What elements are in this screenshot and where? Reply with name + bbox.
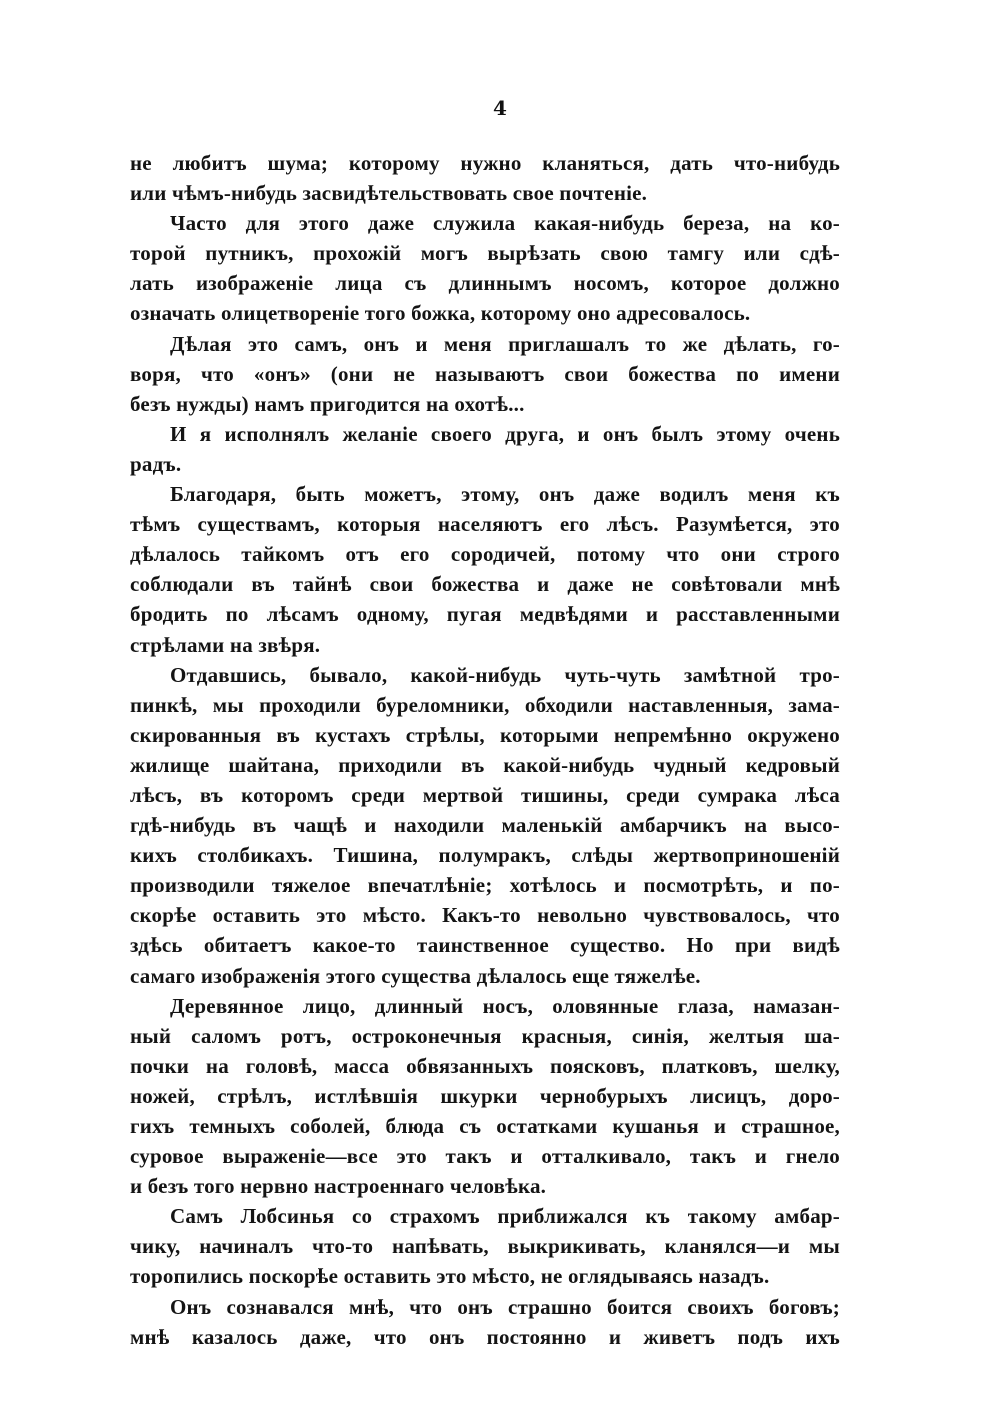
text-line: самаго изображенiя этого существа дѣлалось еще тяжелѣе. <box>130 963 701 988</box>
text-line: торопились поскорѣе оставить это мѣсто, не оглядываясь назадъ. <box>130 1264 770 1289</box>
text-line: безъ нужды) намъ пригодится на охотѣ... <box>130 391 525 416</box>
paragraph <box>130 419 840 479</box>
paragraph <box>130 991 840 1202</box>
text-line: гихъ темныхъ соболей, блюда съ остатками кушанья и страшное, <box>130 1114 840 1138</box>
paragraph <box>130 479 840 660</box>
text-line: бродить по лѣсамъ одному, пугая медвѣдями и расставленными <box>130 602 840 627</box>
text-line: гдѣ-нибудь въ чащѣ и находили маленькiй амбарчикъ на высо- <box>130 813 840 838</box>
text-line: чику, начиналъ что-то напѣвать, выкрикивать, кланялся—и мы <box>130 1234 840 1259</box>
text-line: лать изображенiе лица съ длиннымъ носомъ, которое должно <box>130 271 840 296</box>
text-line: Деревянное лицо, длинный носъ, оловянные глаза, намазан- <box>170 993 840 1018</box>
text-line: пинкѣ, мы проходили буреломники, обходили наставленныя, зама- <box>130 692 840 717</box>
text-line: здѣсь обитаетъ какое-то таинственное существо. Но при видѣ <box>130 933 840 958</box>
text-line: производили тяжелое впечатлѣнiе; хотѣлось и посмотрѣть, и по- <box>130 873 840 898</box>
text-line: ножей, стрѣлъ, истлѣвшiя шкурки чернобурыхъ лисицъ, доро- <box>130 1083 840 1108</box>
text-line: ный саломъ ротъ, остроконечныя красныя, синiя, желтыя ша- <box>130 1023 840 1048</box>
text-line: воря, что «онъ» (они не называютъ свои божества по имени <box>130 361 840 386</box>
text-line: Часто для этого даже служила какая-нибудь береза, на ко- <box>170 211 840 236</box>
text-line: тѣмъ существамъ, которыя населяютъ его лѣсъ. Разумѣется, это <box>130 512 840 537</box>
text-line: Самъ Лобсинья со страхомъ приближался къ такому амбар- <box>170 1204 840 1229</box>
text-line: лѣсъ, въ которомъ среди мертвой тишины, среди сумрака лѣса <box>130 782 840 807</box>
text-line: торой путникъ, прохожiй могъ вырѣзать свою тамгу или сдѣ- <box>130 241 840 266</box>
text-line: стрѣлами на звѣря. <box>130 632 321 657</box>
text-line: почки на головѣ, масса обвязанныхъ поясковъ, платковъ, шелку, <box>130 1053 840 1078</box>
text-line: радъ. <box>130 451 182 476</box>
text-line: жилище шайтана, приходили въ какой-нибудь чудный кедровый <box>130 752 840 777</box>
text-line: или чѣмъ-нибудь засвидѣтельствовать свое почтенiе. <box>130 181 648 206</box>
body-text <box>130 148 840 1352</box>
text-line: Дѣлая это самъ, онъ и меня приглашалъ то же дѣлать, го- <box>170 331 840 356</box>
text-line: соблюдали въ тайнѣ свои божества и даже не совѣтовали мнѣ <box>130 572 840 597</box>
text-line: скорѣе оставить это мѣсто. Какъ-то невольно чувствовалось, что <box>130 903 840 928</box>
text-line: мнѣ казалось даже, что онъ постоянно и живетъ подъ ихъ <box>130 1324 840 1349</box>
text-line: кихъ столбикахъ. Тишина, полумракъ, слѣды жертвоприношенiй <box>130 843 840 868</box>
text-line: Отдавшись, бывало, какой-нибудь чуть-чуть замѣтной тро- <box>170 662 840 687</box>
text-line: Благодаря, быть можетъ, этому, онъ даже водилъ меня къ <box>170 482 840 507</box>
paragraph <box>130 148 840 208</box>
text-line: скированныя въ кустахъ стрѣлы, которыми непремѣнно окружено <box>130 722 840 747</box>
text-line: суровое выраженiе—все это такъ и отталкивало, такъ и гнело <box>130 1144 840 1169</box>
paragraph <box>130 660 840 991</box>
page-number: 4 <box>493 96 507 120</box>
paragraph <box>130 329 840 419</box>
text-line: И я исполнялъ желанiе своего друга, и онъ былъ этому очень <box>170 421 840 446</box>
text-line: дѣлалось тайкомъ отъ его сородичей, потому что они строго <box>130 542 840 567</box>
paragraph <box>130 1201 840 1291</box>
text-line: Онъ сознавался мнѣ, что онъ страшно боится своихъ боговъ; <box>170 1294 840 1319</box>
paragraph <box>130 1292 840 1352</box>
text-line: означать олицетворенiе того божка, которому оно адресовалось. <box>130 301 751 326</box>
text-line: и безъ того нервно настроеннаго человѣка. <box>130 1174 547 1199</box>
paragraph <box>130 208 840 328</box>
text-line: не любитъ шума; которому нужно кланяться, дать что-нибудь <box>130 151 840 175</box>
